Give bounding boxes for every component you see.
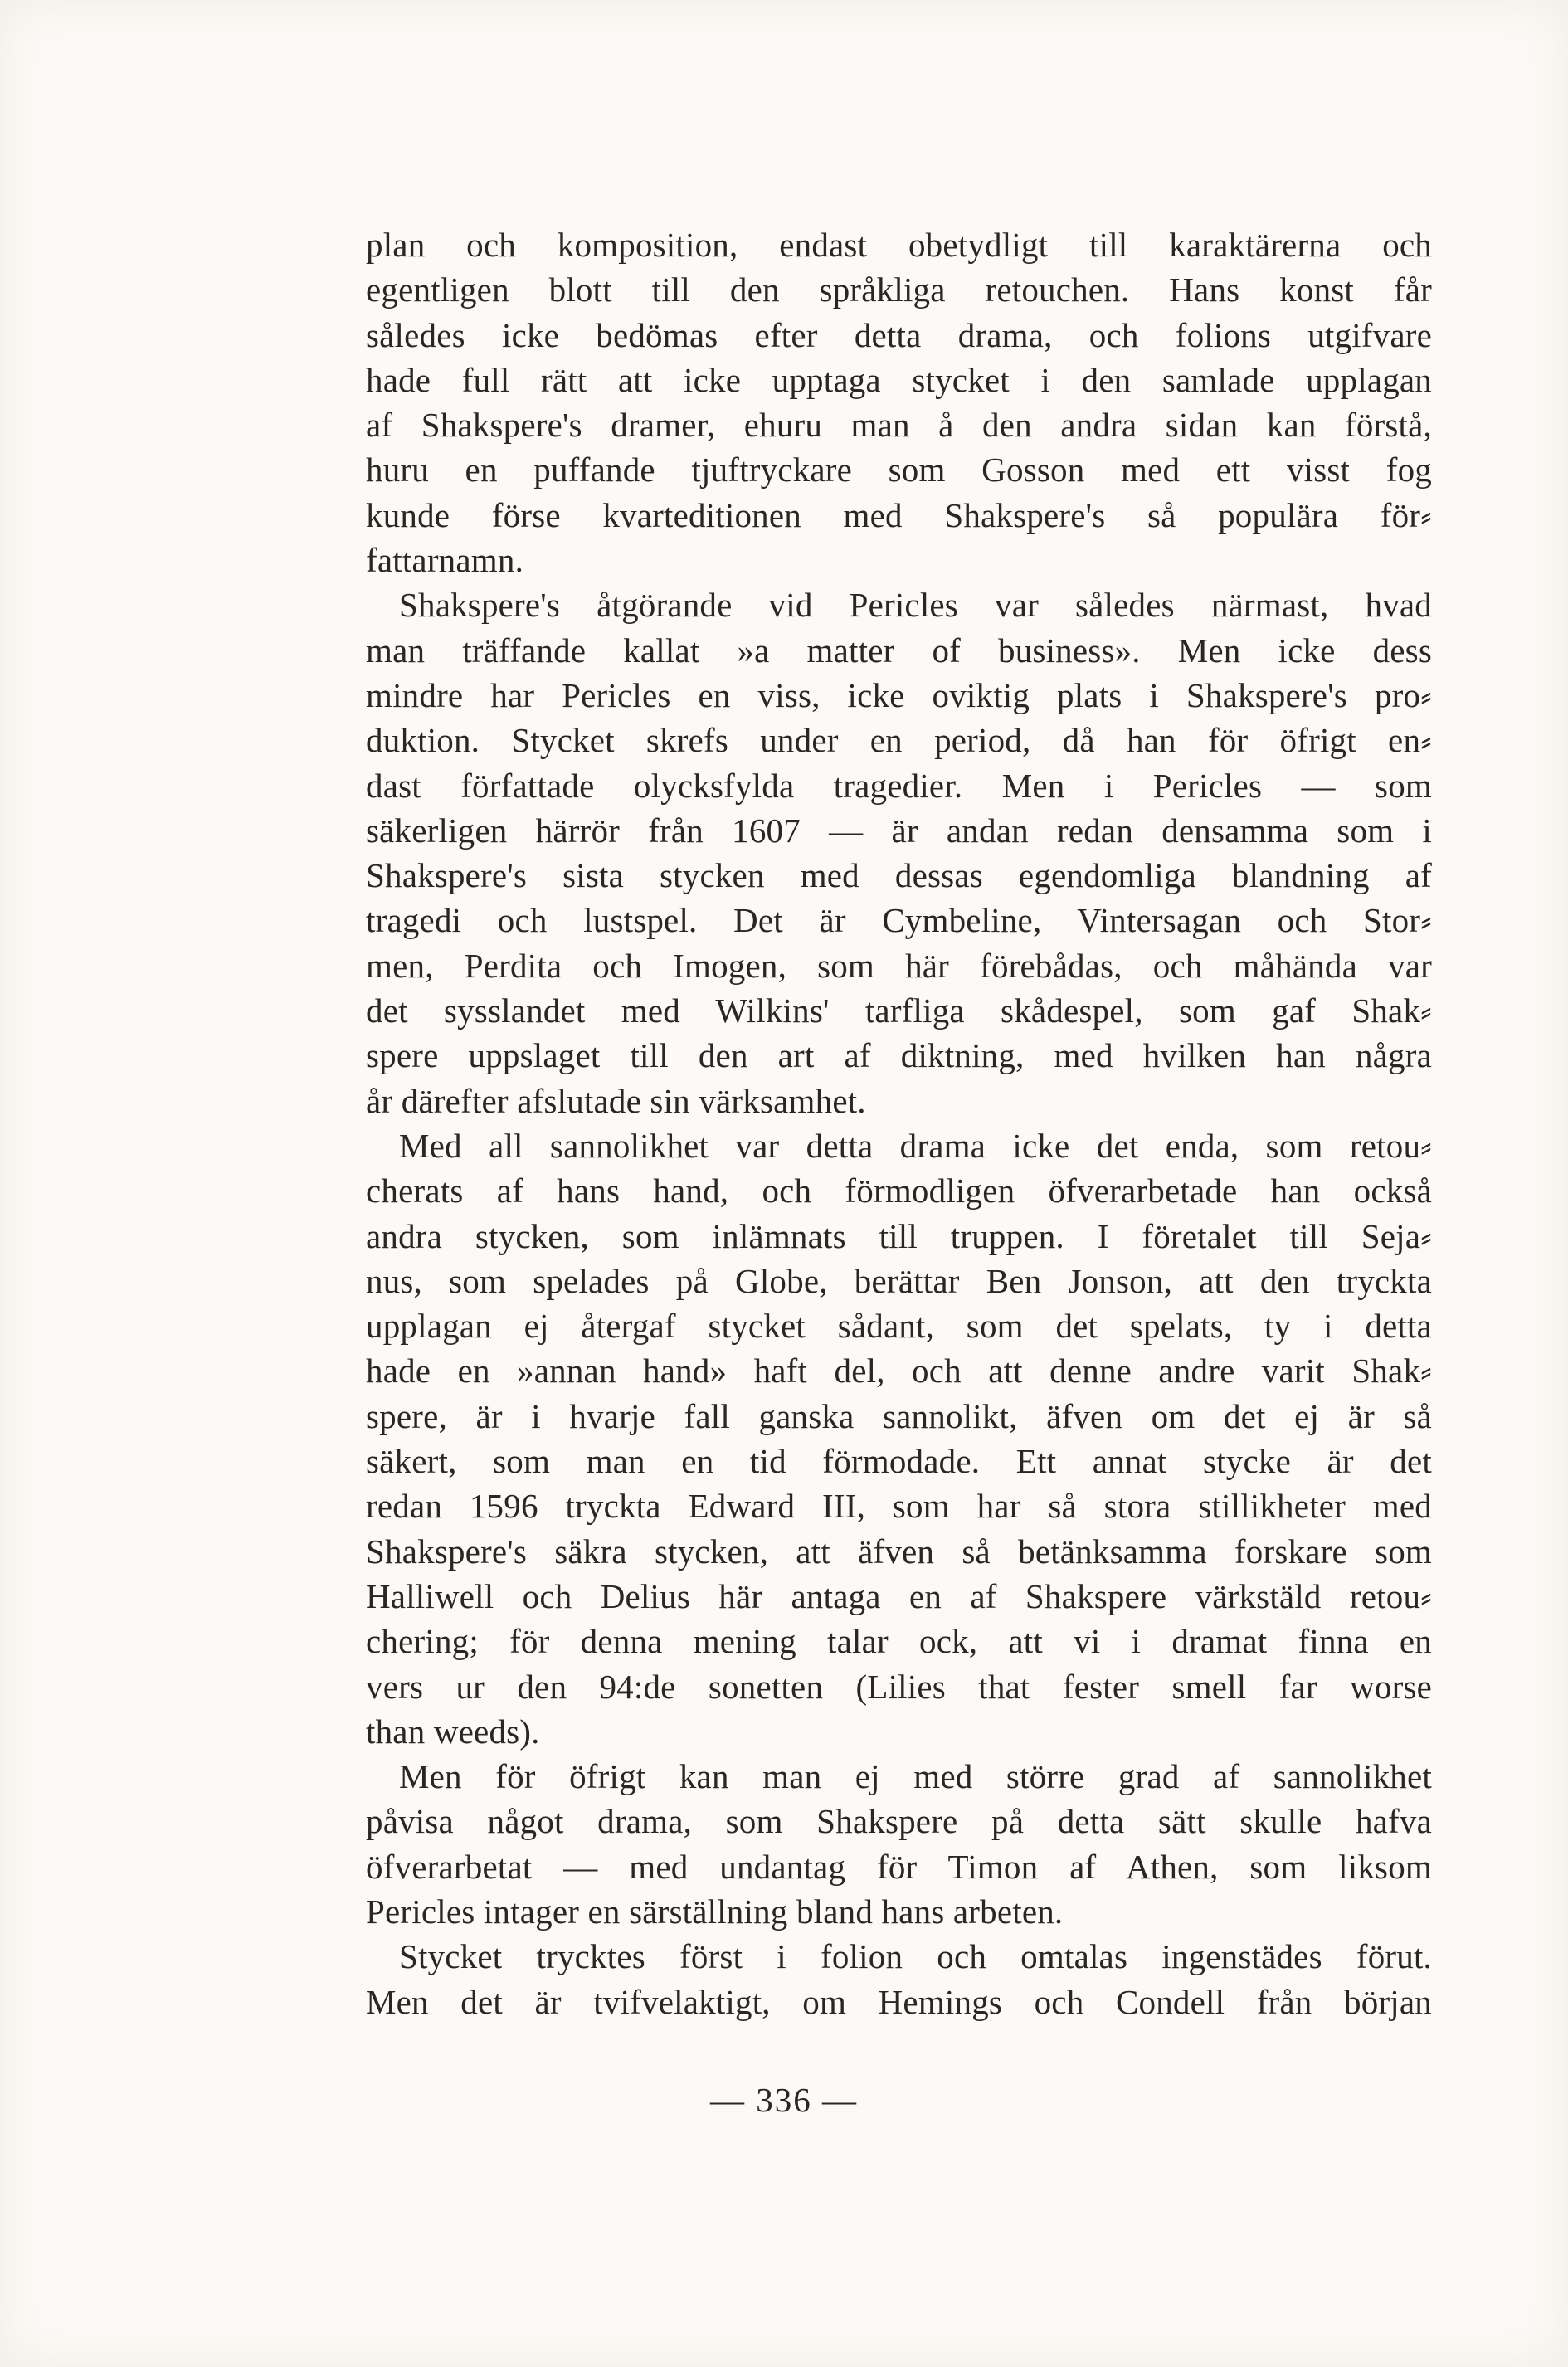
paragraph bbox=[366, 1934, 1432, 2024]
text-line: Men för öfrigt kan man ej med större grad af sannolikhet bbox=[399, 1757, 1432, 1796]
text-line: år därefter afslutade sin värksamhet. bbox=[366, 1081, 866, 1120]
text-line: säkerligen härrör från 1607 — är andan redan densamma som i bbox=[366, 811, 1432, 850]
text-line: plan och komposition, endast obetydligt till karaktärerna och bbox=[366, 226, 1432, 264]
paragraph bbox=[366, 582, 1432, 1123]
text-line: fattarnamn. bbox=[366, 541, 524, 580]
text-line: huru en puffande tjuftryckare som Gosson med ett visst fog bbox=[366, 451, 1432, 489]
text-line: spere, är i hvarje fall ganska sannolikt, äfven om det ej är så bbox=[366, 1396, 1432, 1435]
text-line: Men det är tvifvelaktigt, om Hemings och Condell från början bbox=[366, 1982, 1432, 2021]
paragraph bbox=[366, 1754, 1432, 1934]
text-line: öfverarbetat — med undantag för Timon af Athen, som liksom bbox=[366, 1847, 1432, 1886]
text-line: hade full rätt att icke upptaga stycket i den samlade upplagan bbox=[366, 360, 1432, 399]
text-line: man träffande kallat »a matter of business». Men icke dess bbox=[366, 631, 1432, 670]
paragraph bbox=[366, 222, 1432, 582]
text-line: Shakspere's säkra stycken, att äfven så betänksamma forskare som bbox=[366, 1532, 1432, 1571]
text-line: chering; för denna mening talar ock, att vi i dramat finna en bbox=[366, 1622, 1432, 1661]
text-line: duktion. Stycket skrefs under en period, då han för öfrigt en⸗ bbox=[366, 721, 1432, 760]
text-line: således icke bedömas efter detta drama, och folions utgifvare bbox=[366, 315, 1432, 354]
text-line: tragedi och lustspel. Det är Cymbeline, Vintersagan och Stor⸗ bbox=[366, 901, 1432, 940]
text-line: spere uppslaget till den art af diktning, med hvilken han några bbox=[366, 1036, 1432, 1075]
text-line: nus, som spelades på Globe, berättar Ben Jonson, att den tryckta bbox=[366, 1261, 1432, 1300]
text-line: Stycket trycktes först i folion och omtalas ingenstädes förut. bbox=[399, 1937, 1432, 1976]
paragraph bbox=[366, 1123, 1432, 1754]
text-line: vers ur den 94:de sonetten (Lilies that fester smell far worse bbox=[366, 1667, 1432, 1706]
text-line: upplagan ej återgaf stycket sådant, som det spelats, ty i detta bbox=[366, 1307, 1432, 1346]
text-line: kunde förse kvarteditionen med Shakspere's så populära för⸗ bbox=[366, 495, 1432, 534]
text-line: säkert, som man en tid förmodade. Ett annat stycke är det bbox=[366, 1442, 1432, 1481]
text-line: af Shakspere's dramer, ehuru man å den andra sidan kan förstå, bbox=[366, 406, 1432, 445]
text-line: det sysslandet med Wilkins' tarfliga skådespel, som gaf Shak⸗ bbox=[366, 991, 1432, 1030]
text-line: dast författade olycksfylda tragedier. Men i Pericles — som bbox=[366, 766, 1432, 805]
text-line: Shakspere's åtgörande vid Pericles var således närmast, hvad bbox=[399, 586, 1432, 625]
text-line: redan 1596 tryckta Edward III, som har så stora stillikheter med bbox=[366, 1487, 1432, 1526]
page-number: — 336 — bbox=[710, 2081, 858, 2119]
text-line: hade en »annan hand» haft del, och att denne andre varit Shak⸗ bbox=[366, 1352, 1432, 1390]
text-line: than weeds). bbox=[366, 1712, 540, 1751]
text-line: andra stycken, som inlämnats till truppen. I företalet till Seja⸗ bbox=[366, 1216, 1432, 1255]
text-line: egentligen blott till den språkliga retouchen. Hans konst får bbox=[366, 270, 1432, 309]
body-text bbox=[366, 222, 1432, 2024]
text-line: påvisa något drama, som Shakspere på detta sätt skulle hafva bbox=[366, 1802, 1432, 1841]
text-line: mindre har Pericles en viss, icke oviktig plats i Shakspere's pro⸗ bbox=[366, 675, 1432, 714]
text-line: cherats af hans hand, och förmodligen öfverarbetade han också bbox=[366, 1171, 1432, 1210]
text-line: Shakspere's sista stycken med dessas egendomliga blandning af bbox=[366, 856, 1432, 895]
text-line: Med all sannolikhet var detta drama icke det enda, som retou⸗ bbox=[399, 1126, 1432, 1165]
text-line: men, Perdita och Imogen, som här förebådas, och måhända var bbox=[366, 946, 1432, 985]
text-line: Halliwell och Delius här antaga en af Shakspere värkstäld retou⸗ bbox=[366, 1576, 1432, 1615]
text-line: Pericles intager en särställning bland hans arbeten. bbox=[366, 1892, 1064, 1931]
